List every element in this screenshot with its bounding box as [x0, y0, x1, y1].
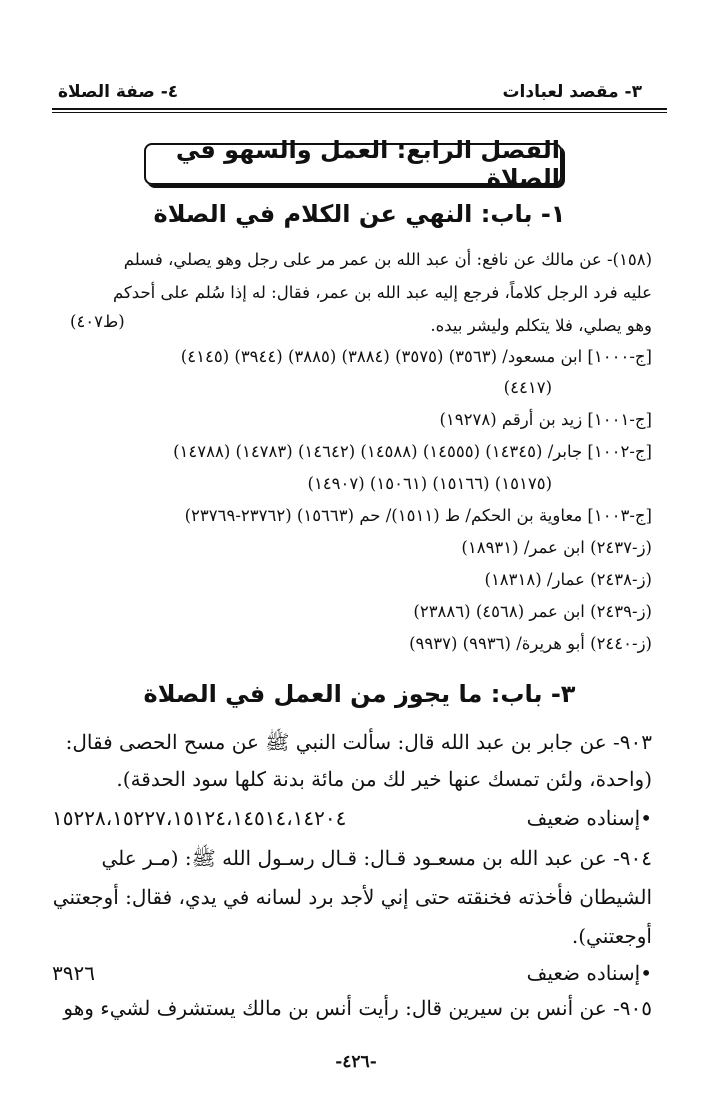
- running-header-right: ٣- مقصد لعبادات: [502, 82, 642, 102]
- hadith-903-line-2: (واحدة، ولئن تمسك عنها خير لك من مائة بدنة كلها سود الحدقة).: [116, 767, 652, 791]
- hadith-904-grade: •إسناده ضعيف: [526, 961, 652, 985]
- hadith-904-line-1: ٩٠٤- عن عبد الله بن مسعـود قـال: قـال رسـول الله ﷺ: (مـر علي: [101, 846, 652, 870]
- section1-heading: ١- باب: النهي عن الكلام في الصلاة: [153, 200, 566, 228]
- hadith-903-line-1: ٩٠٣- عن جابر بن عبد الله قال: سألت النبي ﷺ عن مسح الحصى فقال:: [65, 730, 652, 754]
- header-rule: [52, 108, 667, 110]
- chapter-title-box: الفصل الرابع: العمل والسهو في الصلاة: [144, 143, 562, 185]
- hadith-158-ref: (ط٤٠٧): [70, 312, 125, 331]
- hadith-903-grade: •إسناده ضعيف: [526, 806, 652, 830]
- ref-line-1001: [ج-١٠٠١] زيد بن أرقم (١٩٢٧٨): [439, 410, 652, 429]
- ref-line-1002: [ج-١٠٠٢] جابر/ (١٤٣٤٥) (١٤٥٥٥) (١٤٥٨٨) (١٤٦٤٢) (١٤٧٨٣) (١٤٧٨٨): [173, 442, 652, 461]
- hadith-158-line-3: وهو يصلي، فلا يتكلم وليشر بيده.: [430, 316, 652, 335]
- hadith-903-numbers: ١٥٢٢٨،١٥٢٢٧،١٥١٢٤،١٤٥١٤،١٤٢٠٤: [52, 806, 347, 830]
- ref-line-1003: [ج-١٠٠٣] معاوية بن الحكم/ ط (١٥١١)/ حم (١٥٦٦٣) (٢٣٧٦٢-٢٣٧٦٩): [184, 506, 652, 525]
- ref-line-2438: (ز-٢٤٣٨) عمار/ (١٨٣١٨): [484, 570, 652, 589]
- hadith-904-line-3: أوجعتني).: [571, 924, 652, 948]
- ref-line-1002-cont: (١٤٩٠٧) (١٥٠٦١) (١٥١٦٦) (١٥١٧٥): [307, 474, 552, 493]
- section3-heading: ٣- باب: ما يجوز من العمل في الصلاة: [143, 680, 576, 708]
- ref-line-1000-cont: (٤٤١٧): [503, 378, 552, 397]
- ref-line-2440: (ز-٢٤٤٠) أبو هريرة/ (٩٩٣٦) (٩٩٣٧): [409, 634, 652, 653]
- hadith-158-line-1: (١٥٨)- عن مالك عن نافع: أن عبد الله بن عمر مر على رجل وهو يصلي، فسلم: [123, 250, 652, 269]
- ref-line-1000: [ج-١٠٠٠] ابن مسعود/ (٣٥٦٣) (٣٥٧٥) (٣٨٨٤) (٣٨٨٥) (٣٩٤٤) (٤١٤٥): [180, 347, 652, 366]
- ref-line-2437: (ز-٢٤٣٧) ابن عمر/ (١٨٩٣١): [461, 538, 652, 557]
- hadith-905-line-1: ٩٠٥- عن أنس بن سيرين قال: رأيت أنس بن مالك يستشرف لشيء وهو: [63, 996, 652, 1020]
- hadith-904-line-2: الشيطان فأخذته فخنقته حتى إني لأجد برد لسانه في يدي، فقال: أوجعتني: [52, 885, 652, 909]
- ref-line-2439: (ز-٢٤٣٩) ابن عمر (٤٥٦٨) (٢٣٨٨٦): [413, 602, 652, 621]
- page-number: -٤٢٦-: [335, 1052, 377, 1072]
- hadith-904-numbers: ٣٩٢٦: [52, 961, 95, 985]
- running-header-left: ٤- صفة الصلاة: [58, 82, 179, 102]
- header-rule-thin: [52, 112, 667, 113]
- hadith-158-line-2: عليه فرد الرجل كلاماً، فرجع إليه عبد الله بن عمر، فقال: له إذا سُلم على أحدكم: [112, 283, 652, 302]
